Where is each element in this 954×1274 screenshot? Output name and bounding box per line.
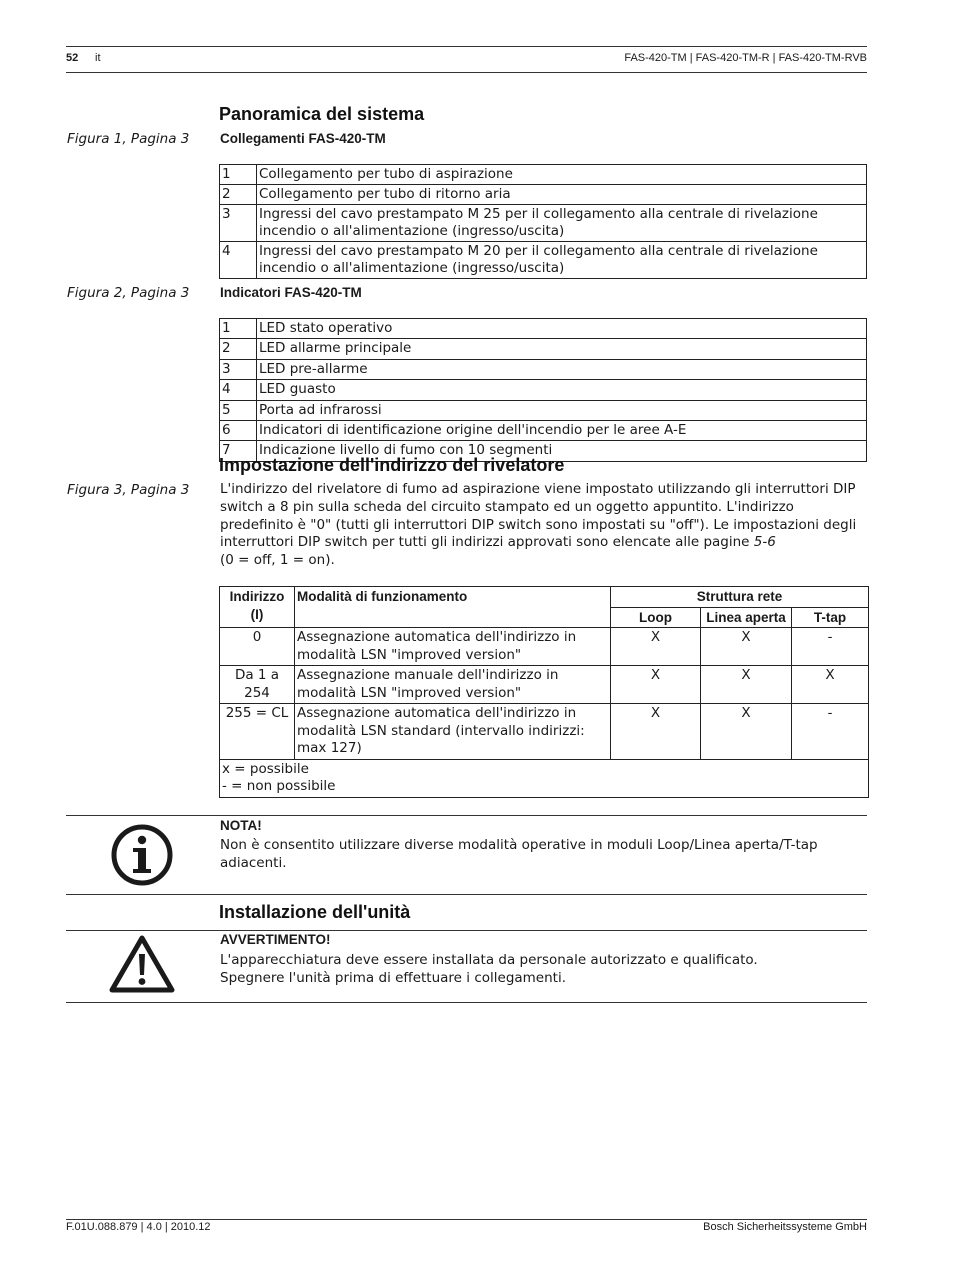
warning-line-2: Spegnere l'unità prima di effettuare i collegamenti. [220, 969, 567, 986]
note-top-rule [66, 815, 867, 816]
table-legend [220, 759, 869, 797]
row-text: Indicazione livello di fumo con 10 segmenti [257, 441, 867, 461]
table-legend-row [220, 759, 869, 797]
warning-title: AVVERTIMENTO! [220, 932, 331, 947]
address-modes-table [219, 586, 869, 798]
address-cell: 255 = CL [220, 704, 295, 760]
mode-cell: Assegnazione manuale dell'indirizzo in modalità LSN "improved version" [295, 666, 611, 704]
address-cell: 0 [220, 628, 295, 666]
page-number: 52 [66, 52, 79, 64]
figure-1-reference: Figura 1, Pagina 3 [67, 131, 190, 147]
paragraph-tail: (0 = off, 1 = on). [220, 552, 335, 569]
paragraph-pages: 5-6 [753, 534, 776, 551]
section-title-overview: Panoramica del sistema [219, 104, 425, 124]
col-open-line-header: Linea aperta [701, 607, 792, 628]
table-row [220, 205, 867, 242]
row-number: 7 [220, 441, 257, 461]
col-network-header: Struttura rete [611, 587, 869, 608]
note-title: NOTA! [220, 818, 262, 833]
indicators-table [219, 318, 867, 462]
open-line-cell: X [701, 628, 792, 666]
ttap-cell: - [792, 704, 869, 760]
table-row [220, 421, 867, 441]
warning-bottom-rule [66, 1002, 867, 1003]
address-paragraph [220, 481, 870, 570]
figure-3-reference: Figura 3, Pagina 3 [67, 482, 190, 498]
figure-2-caption: Indicatori FAS-420-TM [220, 285, 362, 300]
header-underline [66, 72, 867, 73]
loop-cell: X [611, 628, 701, 666]
open-line-cell: X [701, 704, 792, 760]
ttap-cell: - [792, 628, 869, 666]
loop-cell: X [611, 704, 701, 760]
ttap-cell: X [792, 666, 869, 704]
row-text: Ingressi del cavo prestampato M 20 per il collegamento alla centrale di rivelazione incendio o all'alimentazione (ingresso/uscita) [257, 242, 867, 279]
figure-2-reference: Figura 2, Pagina 3 [67, 285, 190, 301]
mode-cell: Assegnazione automatica dell'indirizzo in modalità LSN standard (intervallo indirizzi: max 127) [295, 704, 611, 760]
figure-1-caption: Collegamenti FAS-420-TM [220, 131, 386, 146]
row-text: LED stato operativo [257, 319, 867, 339]
table-row [220, 666, 869, 704]
row-number: 2 [220, 339, 257, 359]
footer-doc-id: F.01U.088.879 | 4.0 | 2010.12 [66, 1221, 211, 1233]
table-row [220, 359, 867, 379]
legend-possible: x = possibile [222, 760, 309, 777]
table-row [220, 242, 867, 279]
row-text: Collegamento per tubo di aspirazione [257, 165, 867, 185]
row-text: LED allarme principale [257, 339, 867, 359]
mode-cell: Assegnazione automatica dell'indirizzo in modalità LSN "improved version" [295, 628, 611, 666]
col-loop-header: Loop [611, 607, 701, 628]
connections-table [219, 164, 867, 279]
row-text: Collegamento per tubo di ritorno aria [257, 185, 867, 205]
note-text: Non è consentito utilizzare diverse modalità operative in moduli Loop/Linea aperta/T-tap adiacenti. [220, 837, 818, 871]
col-mode-header: Modalità di funzionamento [295, 587, 611, 628]
row-text: Porta ad infrarossi [257, 400, 867, 420]
legend-not-possible: - = non possibile [222, 778, 336, 794]
row-text: Ingressi del cavo prestampato M 25 per il collegamento alla centrale di rivelazione incendio o all'alimentazione (ingresso/uscita) [257, 205, 867, 242]
address-cell: Da 1 a 254 [220, 666, 295, 704]
row-number: 6 [220, 421, 257, 441]
warning-triangle-icon [108, 933, 176, 995]
row-number: 1 [220, 319, 257, 339]
table-row [220, 165, 867, 185]
info-icon [110, 823, 174, 887]
row-number: 3 [220, 359, 257, 379]
row-number: 5 [220, 400, 257, 420]
product-models: FAS-420-TM | FAS-420-TM-R | FAS-420-TM-RVB [624, 52, 867, 64]
table-row [220, 380, 867, 400]
open-line-cell: X [701, 666, 792, 704]
loop-cell: X [611, 666, 701, 704]
warning-text [220, 952, 870, 988]
section-title-address: Impostazione dell'indirizzo del rivelatore [219, 455, 565, 475]
table-row [220, 319, 867, 339]
row-number: 3 [220, 205, 257, 242]
table-row [220, 400, 867, 420]
table-row [220, 339, 867, 359]
footer-rule [66, 1219, 867, 1220]
row-text: Indicatori di identificazione origine dell'incendio per le aree A-E [257, 421, 867, 441]
footer-company: Bosch Sicherheitssysteme GmbH [703, 1221, 867, 1233]
row-text: LED pre-allarme [257, 359, 867, 379]
row-number: 1 [220, 165, 257, 185]
row-number: 4 [220, 242, 257, 279]
col-address-header: Indirizzo (I) [220, 587, 295, 628]
note-bottom-rule [66, 894, 867, 895]
warning-line-1: L'apparecchiatura deve essere installata da personale autorizzato e qualificato. [220, 952, 758, 968]
col-ttap-header: T-tap [792, 607, 869, 628]
language-code: it [95, 52, 101, 64]
header-rule [66, 46, 867, 47]
table-header-row [220, 587, 869, 608]
row-number: 2 [220, 185, 257, 205]
table-row [220, 704, 869, 760]
paragraph-text: L'indirizzo del rivelatore di fumo ad aspirazione viene impostato utilizzando gli interruttori DIP switch a 8 pin sulla scheda del circuito stampato ed un oggetto appuntito. L'indirizzo predefinito è "0" (tutti gli interruttori DIP switch sono impostati su "off"). Le impostazioni degli interruttori DIP switch per tutti gli indirizzi approvati sono elencate alle pagine [220, 481, 857, 551]
warning-top-rule [66, 930, 867, 931]
table-row [220, 185, 867, 205]
row-number: 4 [220, 380, 257, 400]
table-row [220, 628, 869, 666]
row-text: LED guasto [257, 380, 867, 400]
section-title-install: Installazione dell'unità [219, 902, 411, 922]
